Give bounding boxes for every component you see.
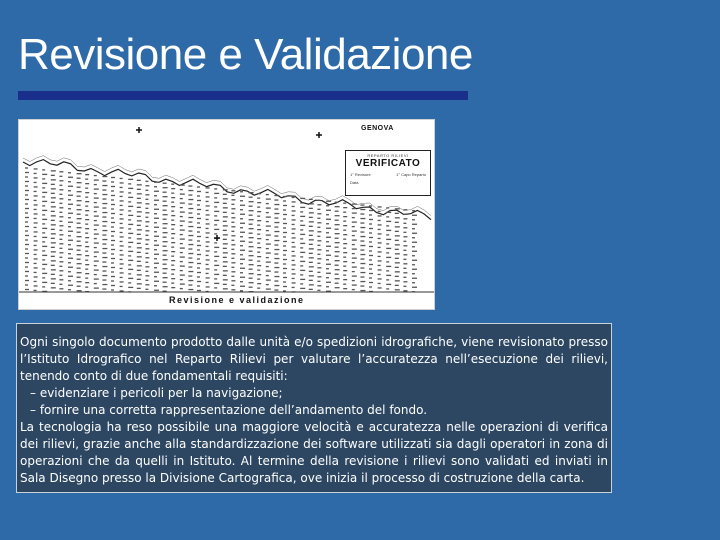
bullet-item: – evidenziare i pericoli per la navigazione; xyxy=(30,386,283,400)
stamp-signature-row xyxy=(346,169,430,177)
figure-caption: Revisione e validazione xyxy=(169,295,305,305)
stamp-left-label: 1° Revisore xyxy=(350,172,371,177)
stamp-right-label: 1° Capo Reparto xyxy=(396,172,426,177)
stamp-word: VERIFICATO xyxy=(355,158,421,169)
stamp-date-label: Data xyxy=(350,180,359,185)
conclusion-paragraph: La tecnologia ha reso possibile una maggiore velocità e accuratezza nelle operazioni di verifica dei rilievi, grazie anche alla standardizzazione dei software utilizzati sia dagli operatori in zona di operazioni che da quelli in Istituto. Al termine della revisione i rilievi sono validati ed inviati in Sala Disegno presso la Divisione Cartografica, ove inizia il processo di costruzione della carta. xyxy=(20,420,608,485)
cross-marker xyxy=(214,235,220,241)
title-underline xyxy=(18,91,468,100)
bullet-item: – fornire una corretta rappresentazione dell’andamento del fondo. xyxy=(30,403,428,417)
description-textbox xyxy=(16,323,612,493)
intro-paragraph: Ogni singolo documento prodotto dalle unità e/o spedizioni idrografiche, viene revisionato presso l’Istituto Idrografico nel Reparto Rilievi per valutare l’accuratezza nell’esecuzione dei rilievi, tenendo conto di due fondamentali requisiti: xyxy=(20,335,608,383)
survey-sheet-drawing xyxy=(19,120,434,309)
slide-title: Revisione e Validazione xyxy=(18,30,473,79)
survey-chart-image xyxy=(18,119,435,310)
map-city-label: GENOVA xyxy=(361,125,394,132)
cross-marker xyxy=(316,132,322,138)
cross-marker xyxy=(136,127,142,133)
stamp-header: REPARTO RILIEVI xyxy=(367,153,409,158)
verification-stamp xyxy=(345,150,431,196)
